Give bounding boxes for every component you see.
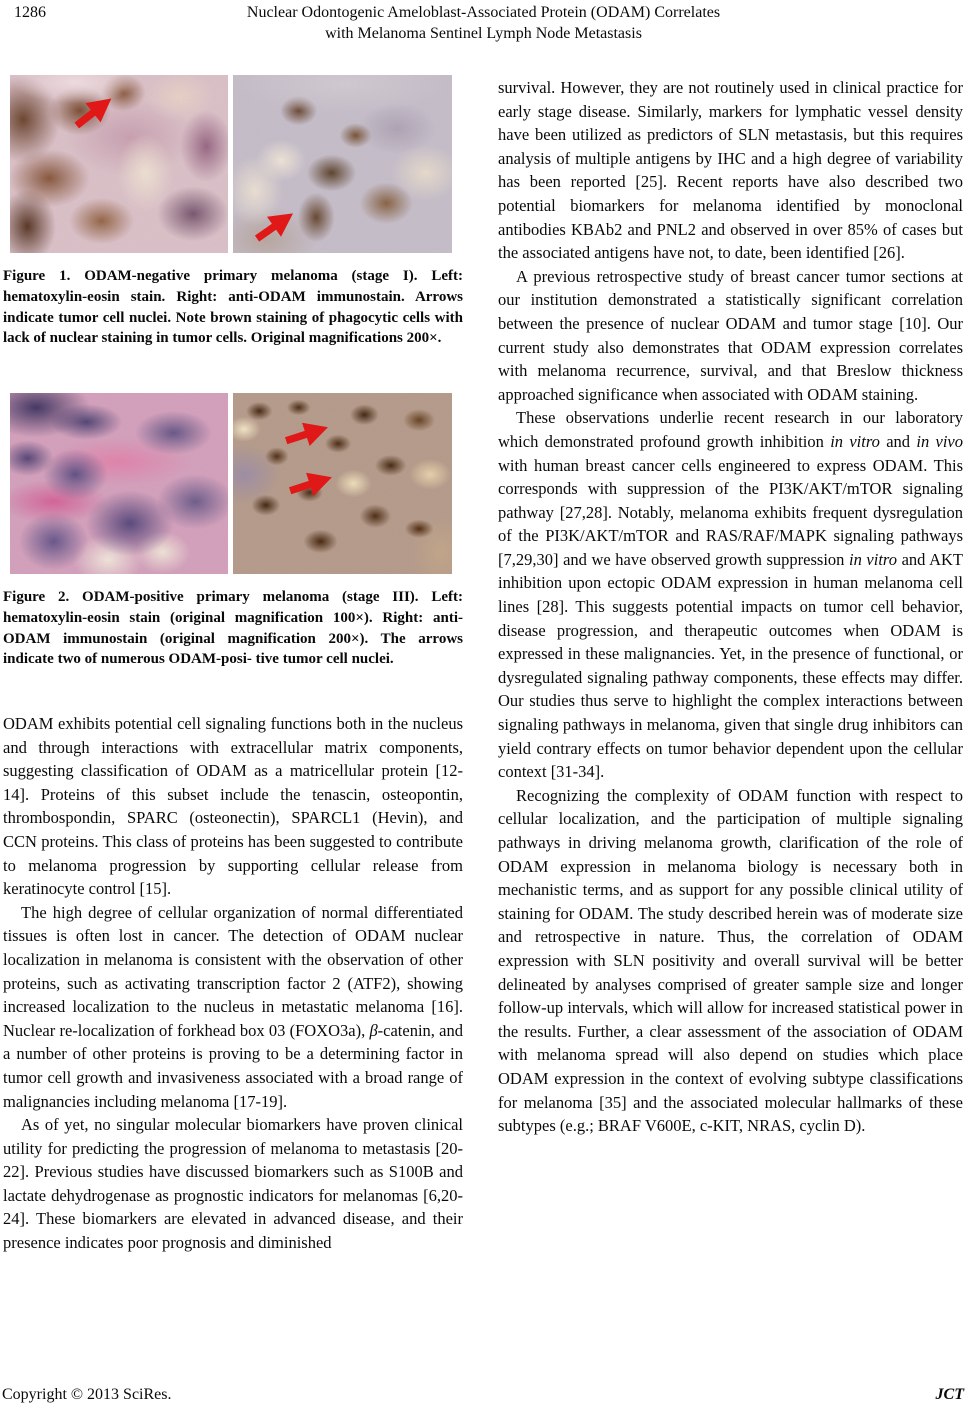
paragraph: survival. However, they are not routinely used in clinical practice for early stage disease. Similarly, markers for lymphatic vessel density have been utilized as predictors of SLN metastasis, but this requires analysis of multiple antigens by IHC and a high degree of variability has been reported [25]. Recent reports have also described two potential biomarkers for melanoma identified by monoclonal antibodies KBAb2 and PNL2 and observed in over 85% of cases but the associated antigens have not, to date, been identified [26]. (498, 78, 963, 263)
tumor-arrow-icon (281, 413, 332, 455)
tumor-arrow-icon (67, 87, 120, 138)
article-title (0, 2, 967, 44)
figure2-caption: Figure 2. ODAM-positive primary melanoma (stage III). Left: hematoxylin-eosin stain (original magnification 100×). Right: anti-ODAM immunostain (original magnification 200×). The arrows indicate two of numerous ODAM-posi- tive tumor cell nuclei. (3, 589, 463, 668)
tumor-arrow-icon (248, 201, 301, 251)
figure2-anti-odam-immunostain-image (233, 393, 452, 574)
paragraph: A previous retrospective study of breast cancer tumor sections at our institution demonstrated a statistically significant correlation between the presence of nuclear ODAM and tumor stage [10]. Our current study also demonstrates that ODAM expression correlates with melanoma recurrence, survival, and that Breslow thickness approached significance when associated with ODAM staining. (498, 266, 963, 404)
paragraph: As of yet, no singular molecular biomarkers have proven clinical utility for predicting the progression of melanoma to metastasis [20-22]. Previous studies have discussed biomarkers such as S100B and lactate dehydrogenase as prognostic indicators for melanomas [6,20-24]. These biomarkers are elevated in advanced disease, and their presence indicates poor prognosis and diminished (3, 1115, 463, 1253)
tissue-texture (233, 393, 452, 574)
article-title-line2: with Melanoma Sentinel Lymph Node Metastasis (325, 25, 642, 42)
right-column-text (498, 76, 963, 1138)
figure2-hematoxylin-eosin-image (10, 393, 228, 574)
page-number: 1286 (14, 4, 46, 21)
tissue-texture (10, 75, 228, 253)
figure1-anti-odam-immunostain-image (233, 75, 452, 253)
copyright-notice: Copyright © 2013 SciRes. (2, 1386, 172, 1403)
figure1-hematoxylin-eosin-image (10, 75, 228, 253)
paragraph: These observations underlie recent research in our laboratory which demonstrated profound growth inhibition in vitro and in vivo with human breast cancer cells engineered to express ODAM. This corresponds with suppression of the PI3K/AKT/mTOR signaling pathway [27,28]. Notably, melanoma exhibits frequent dysregulation of the PI3K/AKT/mTOR and RAS/RAF/MAPK signaling pathways [7,29,30] and we have observed growth suppression in vitro and AKT inhibition upon ectopic ODAM expression in human melanoma cell lines [28]. This suggests potential impacts on tumor cell behavior, disease progression, and therapeutic outcomes when ODAM is expressed in these malignancies. Yet, in the presence of functional, or dysregulated signaling pathway components, these effects may differ. Our studies thus serve to highlight the complex interactions between signaling pathways in melanoma, given that single drug inhibitors can yield contrary effects on tumor behavior dependent upon the cellular context [31-34]. (498, 408, 963, 782)
paragraph: The high degree of cellular organization of normal differentiated tissues is often lost in cancer. The detection of ODAM nuclear localization in melanoma is consistent with the observation of other proteins, such as activating transcription factor 2 (ATF2), showing increased localization to the nucleus in metastatic melanoma [16]. Nuclear re-localization of forkhead box 03 (FOXO3a), β-catenin, and a number of other proteins is proving to be a determining factor in tumor cell growth and invasiveness associated with a broad range of malignancies including melanoma [17-19]. (3, 902, 463, 1111)
tissue-texture (10, 393, 228, 574)
article-title-line1: Nuclear Odontogenic Ameloblast-Associated Protein (ODAM) Correlates (246, 4, 721, 21)
left-column-text (3, 712, 463, 1255)
tumor-arrow-icon (285, 463, 336, 505)
figure1-caption: Figure 1. ODAM-negative primary melanoma (stage I). Left: hematoxylin-eosin stain. Right: anti-ODAM immunostain. Arrows indicate tumor cell nuclei. Note brown staining of phagocytic cells with lack of nuclear staining in tumor cells. Original magnifications 200×. (3, 268, 463, 347)
journal-abbreviation: JCT (935, 1386, 964, 1403)
paragraph: Recognizing the complexity of ODAM function with respect to cellular localization, and the participation of multiple signaling pathways in driving melanoma growth, clarification of the role of ODAM expression in melanoma biology is necessary both in mechanistic terms, and as support for any possible clinical utility of staining for ODAM. The study described herein was of moderate size and retrospective in nature. Thus, the correlation of ODAM expression with SLN positivity and overall survival will be better delineated by analyses comprised of greater sample size and longer follow-up intervals, which will allow for increased statistical power in the results. Further, a clear assessment of the association of ODAM with melanoma spread will also depend on studies which place ODAM expression in the context of evolving subtype classifications for melanoma [35] and the associated molecular hallmarks of these subtypes (e.g.; BRAF V600E, c-KIT, NRAS, cyclin D). (498, 785, 963, 1136)
paragraph: ODAM exhibits potential cell signaling functions both in the nucleus and through interactions with extracellular matrix components, suggesting classification of ODAM as a matricellular protein [12-14]. Proteins of this subset include the tenascin, osteopontin, thrombospondin, SPARC (osteonectin), SPARCL1 (Hevin), and CCN proteins. This class of proteins has been suggested to contribute to melanoma progression by supporting cellular release from keratinocyte control [15]. (3, 714, 463, 899)
